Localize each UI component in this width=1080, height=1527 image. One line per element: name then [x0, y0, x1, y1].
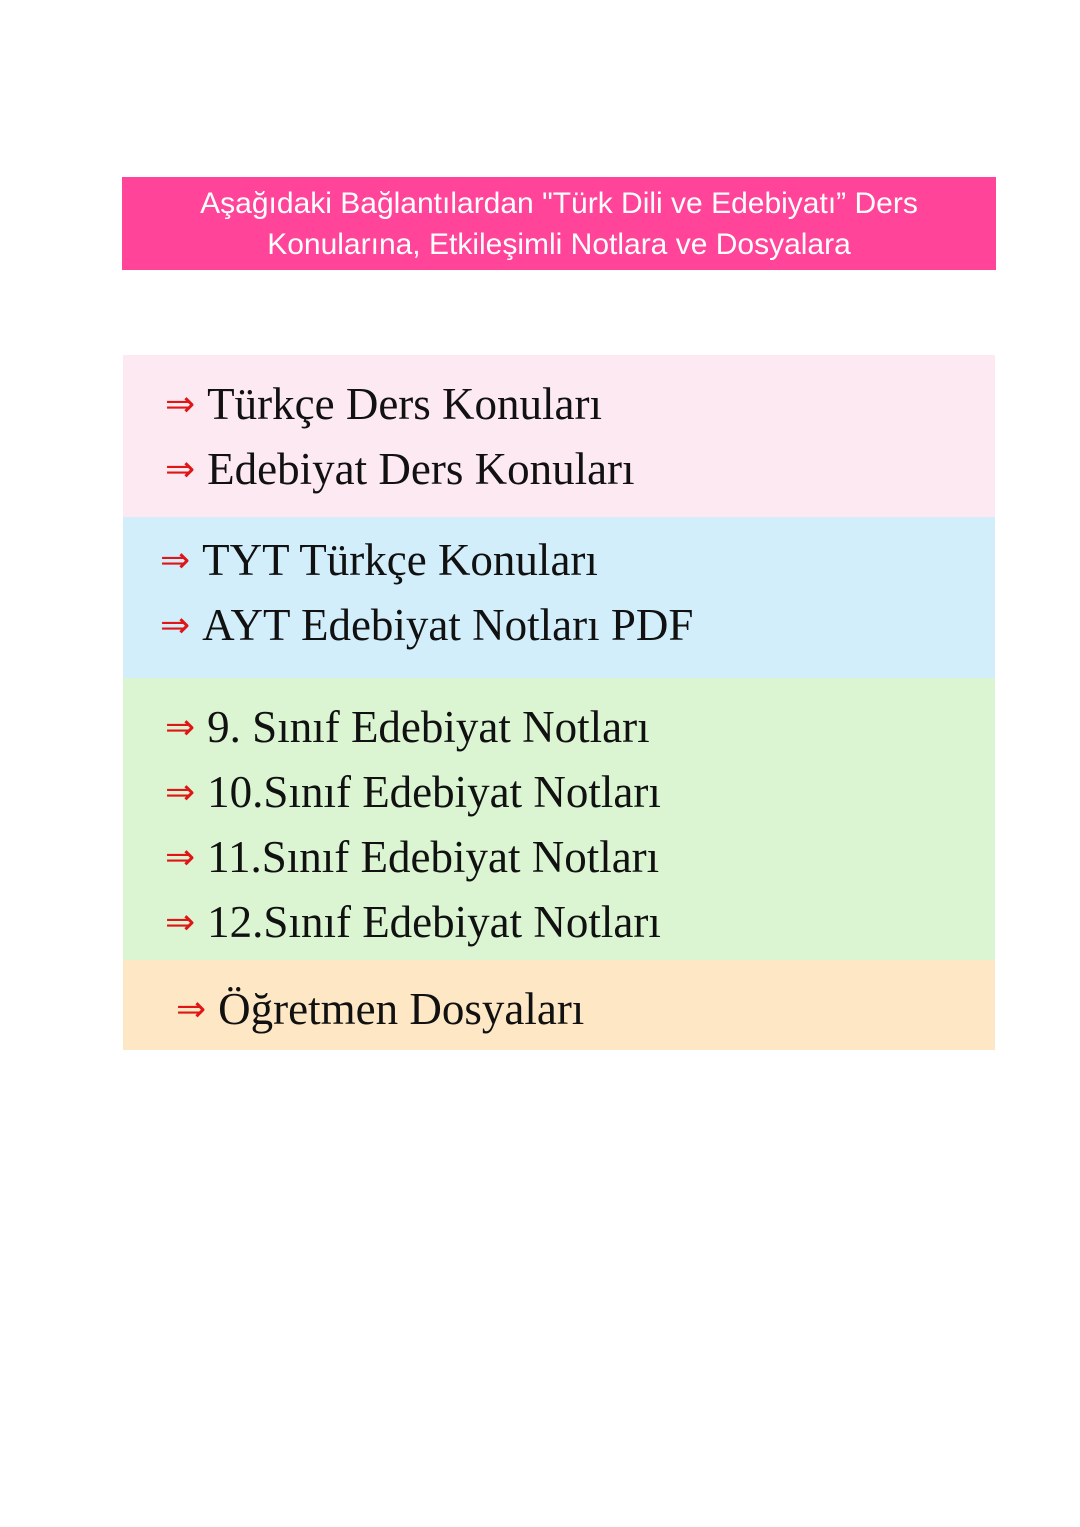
arrow-icon: ⇒ [160, 540, 191, 581]
arrow-icon: ⇒ [165, 902, 196, 943]
link-label: 10.Sınıf Edebiyat Notları [207, 767, 661, 817]
link-label: AYT Edebiyat Notları PDF [202, 600, 694, 650]
arrow-icon: ⇒ [165, 772, 196, 813]
link-label: 11.Sınıf Edebiyat Notları [207, 832, 660, 882]
section-turkce-edebiyat [123, 355, 995, 517]
arrow-icon: ⇒ [176, 989, 207, 1030]
link-9-sinif[interactable] [165, 695, 650, 760]
link-label: Öğretmen Dosyaları [218, 984, 585, 1034]
link-label: 12.Sınıf Edebiyat Notları [207, 897, 661, 947]
link-label: TYT Türkçe Konuları [202, 535, 598, 585]
link-label: Türkçe Ders Konuları [207, 379, 603, 429]
link-edebiyat-ders-konulari[interactable] [165, 437, 635, 502]
arrow-icon: ⇒ [165, 449, 196, 490]
link-label: Edebiyat Ders Konuları [207, 444, 635, 494]
link-label: 9. Sınıf Edebiyat Notları [207, 702, 650, 752]
section-tyt-ayt [123, 517, 995, 678]
link-ogretmen-dosyalari[interactable] [176, 977, 584, 1042]
link-12-sinif[interactable] [165, 890, 661, 955]
banner-line-2: Konularına, Etkileşimli Notlara ve Dosyalara [267, 227, 851, 261]
link-tyt-turkce-konulari[interactable] [160, 528, 598, 593]
banner-line-1: Aşağıdaki Bağlantılardan "Türk Dili ve Edebiyatı” Ders [200, 186, 918, 220]
arrow-icon: ⇒ [165, 837, 196, 878]
arrow-icon: ⇒ [160, 605, 191, 646]
section-sinif-notlari [123, 678, 995, 960]
link-11-sinif[interactable] [165, 825, 659, 890]
link-10-sinif[interactable] [165, 760, 661, 825]
link-turkce-ders-konulari[interactable] [165, 372, 602, 437]
link-ayt-edebiyat-notlari-pdf[interactable] [160, 593, 693, 658]
section-ogretmen [123, 960, 995, 1050]
header-banner [122, 177, 996, 270]
arrow-icon: ⇒ [165, 384, 196, 425]
arrow-icon: ⇒ [165, 707, 196, 748]
